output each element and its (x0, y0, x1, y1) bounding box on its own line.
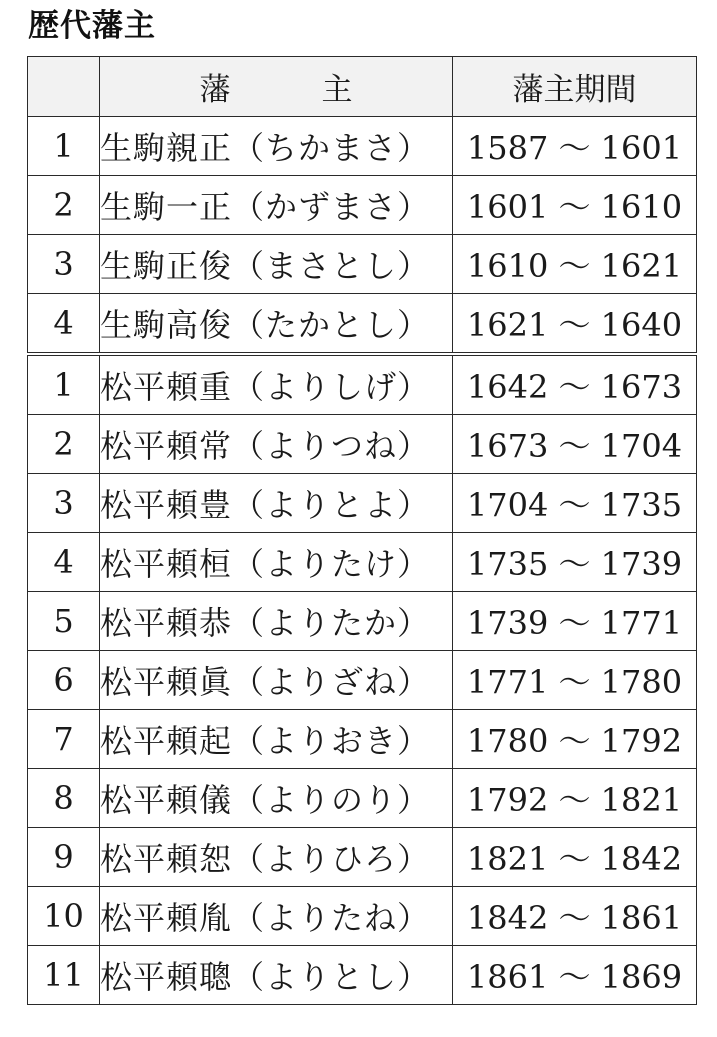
row-number: 11 (28, 946, 100, 1005)
row-number: 2 (28, 415, 100, 474)
lord-name: 松平頼起（よりおき） (100, 710, 453, 769)
lord-name: 松平頼豊（よりとよ） (100, 474, 453, 533)
row-number: 4 (28, 533, 100, 592)
table-row (28, 415, 697, 474)
header-number (28, 57, 100, 117)
lords-table (27, 56, 697, 1005)
reign-period: 1621 ～ 1640 (453, 294, 697, 355)
lord-name: 松平頼恕（よりひろ） (100, 828, 453, 887)
table-row (28, 592, 697, 651)
row-number: 7 (28, 710, 100, 769)
row-number: 5 (28, 592, 100, 651)
reign-period: 1739 ～ 1771 (453, 592, 697, 651)
table-header (28, 57, 697, 117)
header-period: 藩主期間 (453, 57, 697, 117)
row-number: 2 (28, 176, 100, 235)
lord-name: 松平頼恭（よりたか） (100, 592, 453, 651)
row-number: 10 (28, 887, 100, 946)
table-row (28, 294, 697, 355)
lord-name: 松平頼眞（よりざね） (100, 651, 453, 710)
table-row (28, 117, 697, 176)
lord-name: 生駒高俊（たかとし） (100, 294, 453, 355)
reign-period: 1861 ～ 1869 (453, 946, 697, 1005)
table-row (28, 176, 697, 235)
reign-period: 1642 ～ 1673 (453, 354, 697, 415)
lord-name: 松平頼聰（よりとし） (100, 946, 453, 1005)
table-row (28, 946, 697, 1005)
lord-name: 松平頼常（よりつね） (100, 415, 453, 474)
lord-name: 生駒一正（かずまさ） (100, 176, 453, 235)
row-number: 6 (28, 651, 100, 710)
row-number: 9 (28, 828, 100, 887)
row-number: 3 (28, 474, 100, 533)
reign-period: 1673 ～ 1704 (453, 415, 697, 474)
table-row (28, 887, 697, 946)
reign-period: 1587 ～ 1601 (453, 117, 697, 176)
table-row (28, 828, 697, 887)
table-row (28, 235, 697, 294)
reign-period: 1610 ～ 1621 (453, 235, 697, 294)
row-number: 8 (28, 769, 100, 828)
table-row (28, 769, 697, 828)
table-row (28, 354, 697, 415)
reign-period: 1780 ～ 1792 (453, 710, 697, 769)
lord-name: 生駒親正（ちかまさ） (100, 117, 453, 176)
row-number: 1 (28, 117, 100, 176)
table-row (28, 533, 697, 592)
reign-period: 1842 ～ 1861 (453, 887, 697, 946)
lord-name: 松平頼胤（よりたね） (100, 887, 453, 946)
header-row (28, 57, 697, 117)
reign-period: 1792 ～ 1821 (453, 769, 697, 828)
table-row (28, 651, 697, 710)
lord-name: 生駒正俊（まさとし） (100, 235, 453, 294)
reign-period: 1704 ～ 1735 (453, 474, 697, 533)
reign-period: 1735 ～ 1739 (453, 533, 697, 592)
lord-name: 松平頼儀（よりのり） (100, 769, 453, 828)
table-row (28, 710, 697, 769)
reign-period: 1821 ～ 1842 (453, 828, 697, 887)
table-row (28, 474, 697, 533)
row-number: 4 (28, 294, 100, 355)
page-title: 歴代藩主 (28, 8, 156, 44)
header-lord: 藩 主 (100, 57, 453, 117)
reign-period: 1601 ～ 1610 (453, 176, 697, 235)
lord-name: 松平頼重（よりしげ） (100, 354, 453, 415)
table-body (28, 117, 697, 1005)
row-number: 1 (28, 354, 100, 415)
row-number: 3 (28, 235, 100, 294)
reign-period: 1771 ～ 1780 (453, 651, 697, 710)
lord-name: 松平頼桓（よりたけ） (100, 533, 453, 592)
